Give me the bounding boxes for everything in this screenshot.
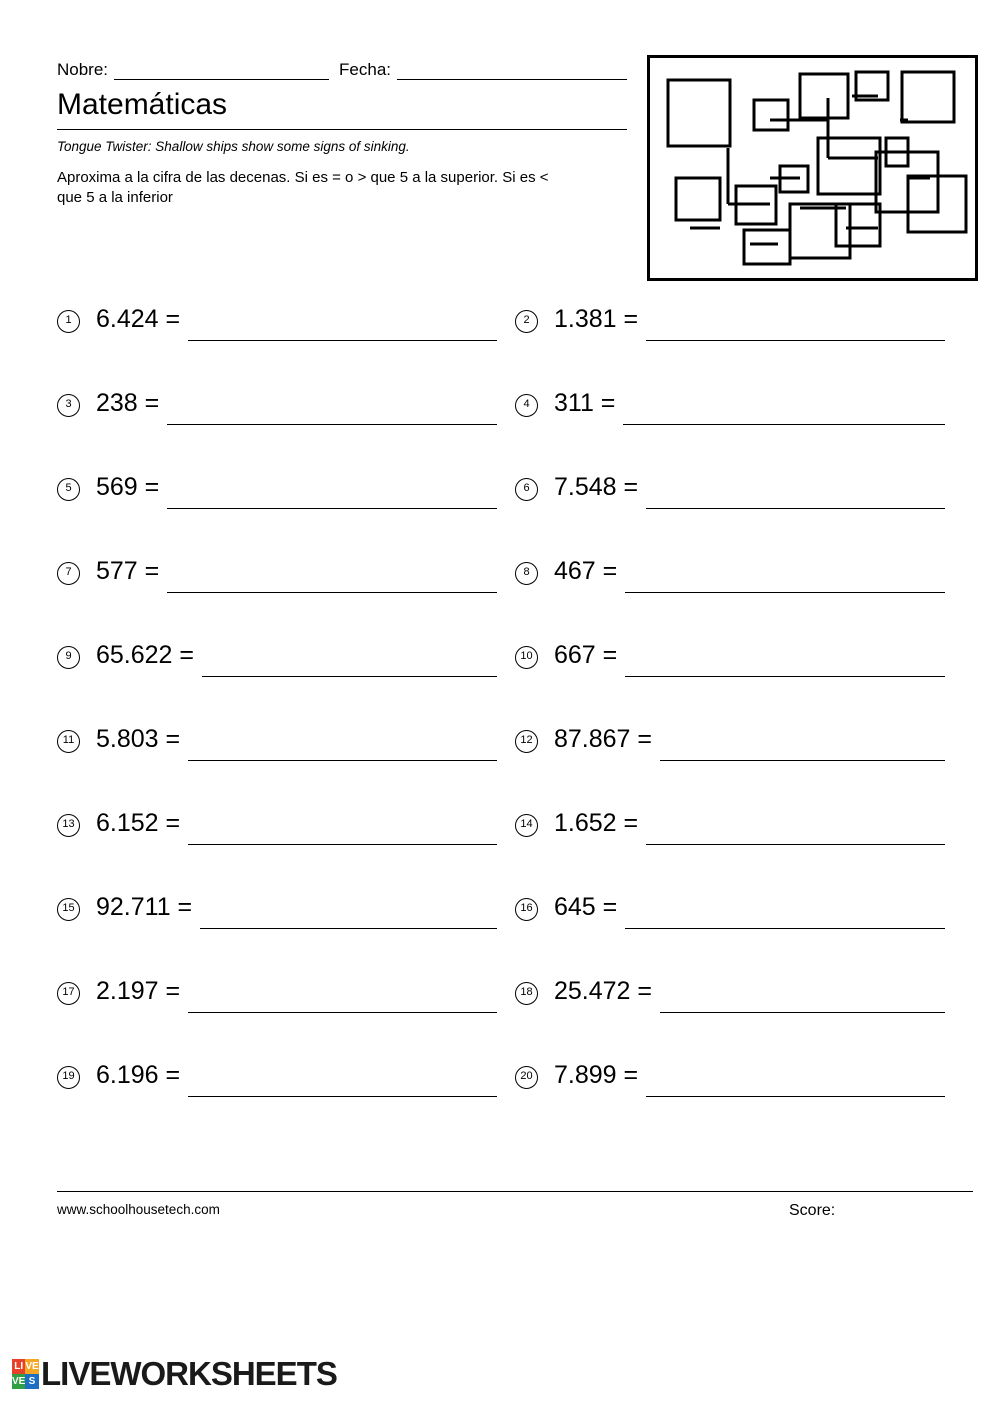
page-title: Matemáticas xyxy=(57,88,627,130)
question-number: 4 xyxy=(515,394,538,417)
question-number: 12 xyxy=(515,730,538,753)
problem-item xyxy=(515,636,973,720)
problem-item xyxy=(515,972,973,1056)
problem-item xyxy=(515,804,973,888)
logo-tile-s: S xyxy=(25,1374,38,1389)
tongue-twister-text: Tongue Twister: Shallow ships show some signs of sinking. xyxy=(57,138,410,154)
logo-tile-ve: VE xyxy=(25,1361,39,1372)
problem-item xyxy=(515,384,973,468)
problem-row xyxy=(57,300,973,384)
liveworksheets-brand xyxy=(12,1355,337,1393)
question-number: 15 xyxy=(57,898,80,921)
question-number: 2 xyxy=(515,310,538,333)
name-label: Nobre: xyxy=(57,60,109,79)
answer-input[interactable] xyxy=(188,972,497,1013)
answer-input[interactable] xyxy=(167,552,497,593)
question-expression: 2.197 = xyxy=(96,977,181,1005)
problem-row xyxy=(57,1056,973,1140)
question-expression: 667 = xyxy=(554,641,618,669)
question-number: 16 xyxy=(515,898,538,921)
question-expression: 311 = xyxy=(554,389,616,417)
problem-item xyxy=(515,468,973,552)
problem-item xyxy=(57,636,515,720)
question-expression: 87.867 = xyxy=(554,725,653,753)
name-input[interactable] xyxy=(114,59,329,80)
problem-row xyxy=(57,636,973,720)
question-number: 6 xyxy=(515,478,538,501)
problem-row xyxy=(57,888,973,972)
footer-divider xyxy=(57,1191,973,1192)
question-number: 1 xyxy=(57,310,80,333)
problem-item xyxy=(57,804,515,888)
answer-input[interactable] xyxy=(188,300,497,341)
answer-input[interactable] xyxy=(623,384,945,425)
answer-input[interactable] xyxy=(167,384,497,425)
problem-item xyxy=(515,552,973,636)
problem-item xyxy=(57,720,515,804)
answer-input[interactable] xyxy=(625,636,945,677)
problem-row xyxy=(57,972,973,1056)
liveworksheets-logo-icon xyxy=(12,1359,38,1389)
question-expression: 238 = xyxy=(96,389,160,417)
answer-input[interactable] xyxy=(625,888,945,929)
answer-input[interactable] xyxy=(646,468,945,509)
question-number: 18 xyxy=(515,982,538,1005)
question-expression: 7.899 = xyxy=(554,1061,639,1089)
question-number: 3 xyxy=(57,394,80,417)
problem-item xyxy=(515,300,973,384)
question-expression: 645 = xyxy=(554,893,618,921)
question-expression: 7.548 = xyxy=(554,473,639,501)
question-expression: 577 = xyxy=(96,557,160,585)
answer-input[interactable] xyxy=(660,972,945,1013)
answer-input[interactable] xyxy=(188,720,497,761)
logo-tile-ve2: VE xyxy=(12,1376,26,1387)
question-expression: 92.711 = xyxy=(96,893,193,921)
decorative-boxes-art xyxy=(647,55,978,281)
problem-row xyxy=(57,552,973,636)
question-expression: 1.381 = xyxy=(554,305,639,333)
problem-item xyxy=(57,888,515,972)
question-expression: 6.424 = xyxy=(96,305,181,333)
problem-item xyxy=(57,972,515,1056)
worksheet-header xyxy=(57,52,627,209)
problem-item xyxy=(515,888,973,972)
name-date-row xyxy=(57,52,627,80)
question-number: 13 xyxy=(57,814,80,837)
answer-input[interactable] xyxy=(646,300,945,341)
question-number: 14 xyxy=(515,814,538,837)
question-expression: 65.622 = xyxy=(96,641,195,669)
question-expression: 6.196 = xyxy=(96,1061,181,1089)
logo-tile-li: LI xyxy=(12,1359,25,1374)
instructions-text: Aproxima a la cifra de las decenas. Si es = o > que 5 a la superior. Si es < que 5 a la inferior xyxy=(57,169,549,207)
question-number: 5 xyxy=(57,478,80,501)
question-number: 9 xyxy=(57,646,80,669)
question-number: 10 xyxy=(515,646,538,669)
answer-input[interactable] xyxy=(660,720,945,761)
problem-row xyxy=(57,720,973,804)
question-number: 11 xyxy=(57,730,80,753)
question-expression: 467 = xyxy=(554,557,618,585)
answer-input[interactable] xyxy=(202,636,497,677)
problem-item xyxy=(515,720,973,804)
answer-input[interactable] xyxy=(188,1056,497,1097)
problem-row xyxy=(57,384,973,468)
question-expression: 5.803 = xyxy=(96,725,181,753)
question-number: 20 xyxy=(515,1066,538,1089)
problems-grid xyxy=(57,300,973,1140)
brand-wordmark: LIVEWORKSHEETS xyxy=(41,1355,337,1392)
footer-url: www.schoolhousetech.com xyxy=(57,1202,220,1217)
answer-input[interactable] xyxy=(646,804,945,845)
question-expression: 1.652 = xyxy=(554,809,639,837)
problem-item xyxy=(57,300,515,384)
question-expression: 569 = xyxy=(96,473,160,501)
answer-input[interactable] xyxy=(625,552,945,593)
question-number: 17 xyxy=(57,982,80,1005)
answer-input[interactable] xyxy=(646,1056,945,1097)
question-number: 8 xyxy=(515,562,538,585)
date-label: Fecha: xyxy=(339,60,392,79)
problem-item xyxy=(57,468,515,552)
score-label: Score: xyxy=(789,1202,836,1219)
answer-input[interactable] xyxy=(167,468,497,509)
problem-item xyxy=(57,552,515,636)
question-number: 19 xyxy=(57,1066,80,1089)
question-number: 7 xyxy=(57,562,80,585)
question-expression: 6.152 = xyxy=(96,809,181,837)
problem-item xyxy=(57,1056,515,1140)
problem-item xyxy=(57,384,515,468)
date-input[interactable] xyxy=(397,59,627,80)
answer-input[interactable] xyxy=(188,804,497,845)
problem-row xyxy=(57,804,973,888)
answer-input[interactable] xyxy=(200,888,497,929)
problem-item xyxy=(515,1056,973,1140)
problem-row xyxy=(57,468,973,552)
question-expression: 25.472 = xyxy=(554,977,653,1005)
